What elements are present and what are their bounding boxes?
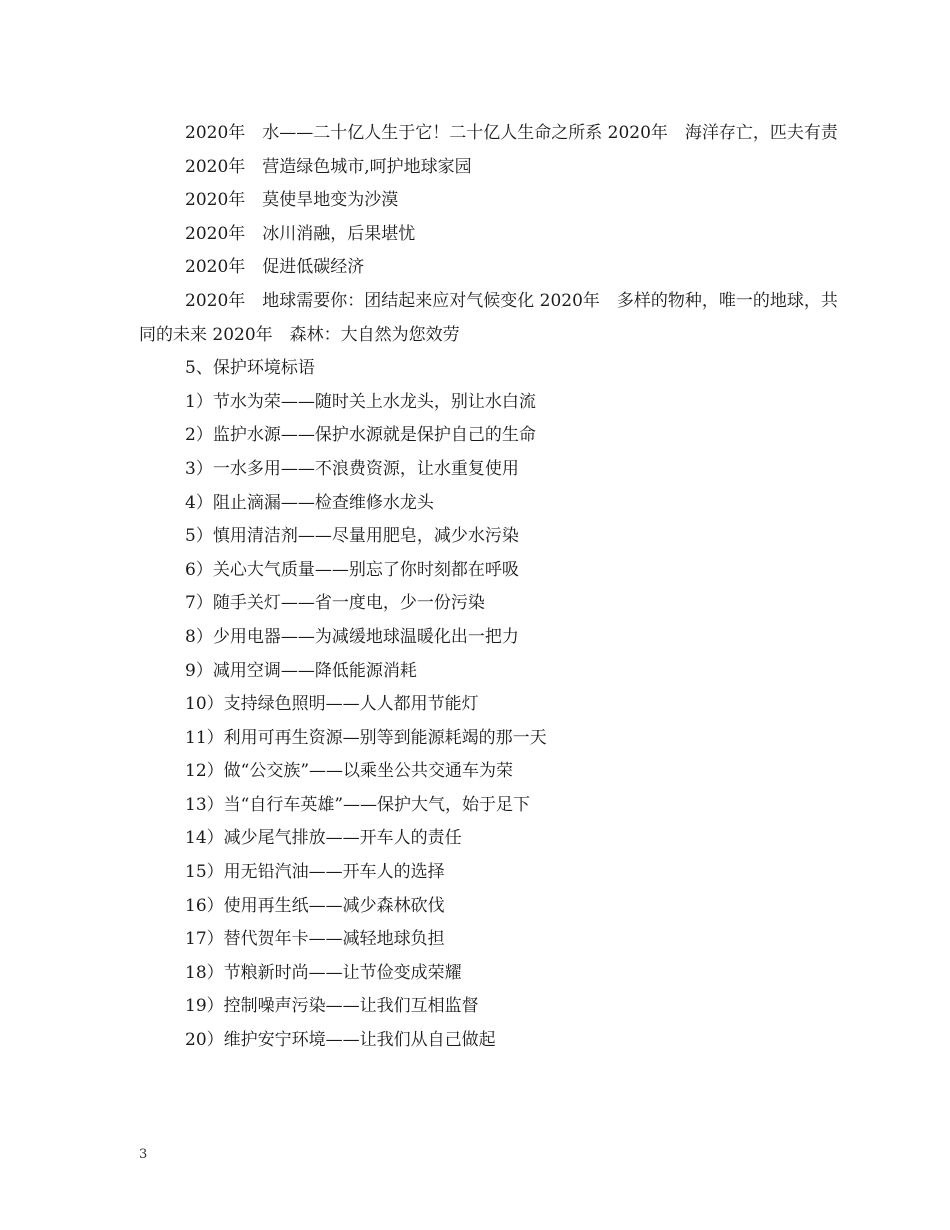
slogan-item: 15）用无铅汽油——开车人的选择 [185, 862, 445, 883]
slogan-item: 11）利用可再生资源—别等到能源耗竭的那一天 [185, 727, 547, 748]
paragraph-3: 2020年 莫使旱地变为沙漠 [185, 190, 399, 211]
paragraph-4: 2020年 冰川消融，后果堪忧 [185, 223, 416, 244]
slogan-item: 20）维护安宁环境——让我们从自己做起 [185, 1030, 496, 1051]
slogan-item: 1）节水为荣——随时关上水龙头，别让水白流 [185, 391, 536, 412]
paragraph-5: 2020年 促进低碳经济 [185, 257, 365, 278]
section-heading: 5、保护环境标语 [185, 358, 315, 379]
slogan-item: 5）慎用清洁剂——尽量用肥皂，减少水污染 [185, 526, 519, 547]
slogan-item: 14）减少尾气排放——开车人的责任 [185, 828, 462, 849]
slogan-item: 8）少用电器——为减缓地球温暖化出一把力 [185, 626, 519, 647]
paragraph-2: 2020年 营造绿色城市,呵护地球家园 [185, 156, 472, 177]
slogan-item: 13）当“自行车英雄”——保护大气，始于足下 [185, 794, 531, 815]
slogan-item: 4）阻止滴漏——检查维修水龙头 [185, 492, 434, 513]
slogan-item: 17）替代贺年卡——减轻地球负担 [185, 929, 445, 950]
slogan-item: 7）随手关灯——省一度电，少一份污染 [185, 593, 485, 614]
slogan-item: 16）使用再生纸——减少森林砍伐 [185, 895, 445, 916]
page-number: 3 [139, 1147, 148, 1162]
slogan-item: 3）一水多用——不浪费资源，让水重复使用 [185, 458, 519, 479]
slogan-item: 12）做“公交族”——以乘坐公共交通车为荣 [185, 761, 514, 782]
slogan-item: 2）监护水源——保护水源就是保护自己的生命 [185, 425, 536, 446]
paragraph-6: 2020年 地球需要你：团结起来应对气候变化 2020年 多样的物种，唯一的地球，共同的未来 2020年 森林：大自然为您效劳 [139, 290, 838, 345]
slogan-item: 10）支持绿色照明——人人都用节能灯 [185, 694, 479, 715]
document-body [139, 117, 839, 1058]
slogan-item: 19）控制噪声污染——让我们互相监督 [185, 996, 479, 1017]
slogan-item: 6）关心大气质量——别忘了你时刻都在呼吸 [185, 559, 519, 580]
slogan-item: 18）节粮新时尚——让节俭变成荣耀 [185, 962, 462, 983]
slogan-item: 9）减用空调——降低能源消耗 [185, 660, 417, 681]
paragraph-1: 2020年 水——二十亿人生于它！二十亿人生命之所系 2020年 海洋存亡，匹夫有责 [185, 123, 838, 143]
